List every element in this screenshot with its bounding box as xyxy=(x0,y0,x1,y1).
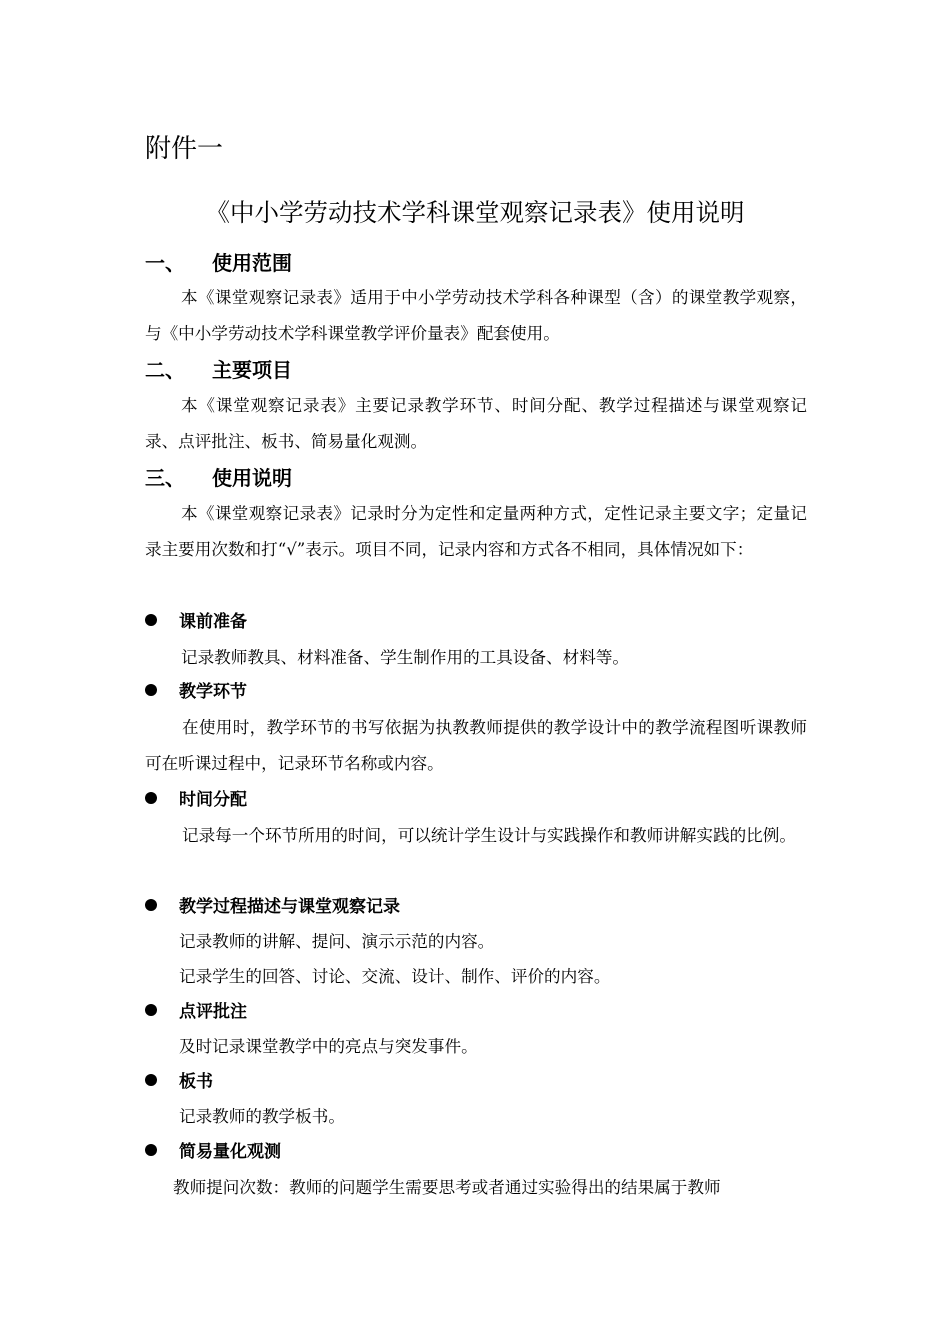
attachment-label: 附件一 xyxy=(145,134,224,164)
section-title: 使用说明 xyxy=(212,466,292,490)
bullet-dot-icon xyxy=(145,1074,157,1086)
item-line: 记录学生的回答、讨论、交流、设计、制作、评价的内容。 xyxy=(179,967,611,986)
document-title: 《中小学劳动技术学科课堂观察记录表》使用说明 xyxy=(205,198,745,227)
bullet-item-process xyxy=(145,892,400,922)
item-line: 及时记录课堂教学中的亮点与突发事件。 xyxy=(179,1037,478,1056)
section-title: 使用范围 xyxy=(212,251,292,275)
bullet-dot-icon xyxy=(145,899,157,911)
section-title: 主要项目 xyxy=(212,358,292,382)
bullet-dot-icon xyxy=(145,1004,157,1016)
bullet-title: 时间分配 xyxy=(179,790,247,810)
item-line: 记录教师的讲解、提问、演示示范的内容。 xyxy=(179,932,495,951)
section-paragraph-1: 本《课堂观察记录表》适用于中小学劳动技术学科各种课型（含）的课堂教学观察，与《中小学劳动技术学科课堂教学评价量表》配套使用。 xyxy=(145,288,807,343)
section-number: 二、 xyxy=(145,358,185,382)
item-paragraph: 记录每一个环节所用的时间，可以统计学生设计与实践操作和教师讲解实践的比例。 xyxy=(182,826,796,845)
section-heading-1 xyxy=(145,248,292,278)
section-heading-2 xyxy=(145,355,292,385)
bullet-dot-icon xyxy=(145,614,157,626)
section-paragraph-2: 本《课堂观察记录表》主要记录教学环节、时间分配、教学过程描述与课堂观察记录、点评批注、板书、简易量化观测。 xyxy=(145,396,807,451)
bullet-item-board xyxy=(145,1067,213,1097)
bullet-title: 教学环节 xyxy=(179,682,247,702)
bullet-title: 简易量化观测 xyxy=(179,1142,281,1162)
bullet-dot-icon xyxy=(145,684,157,696)
item-line: 记录教师的教学板书。 xyxy=(179,1107,345,1126)
bullet-item-quant xyxy=(145,1137,281,1167)
section-heading-3 xyxy=(145,463,292,493)
item-paragraph: 在使用时，教学环节的书写依据为执教教师提供的教学设计中的教学流程图听课教师可在听课过程中，记录环节名称或内容。 xyxy=(145,718,807,773)
bullet-title: 课前准备 xyxy=(179,612,247,632)
item-line: 记录教师教具、材料准备、学生制作用的工具设备、材料等。 xyxy=(181,648,630,667)
section-paragraph-3: 本《课堂观察记录表》记录时分为定性和定量两种方式，定性记录主要文字；定量记录主要用次数和打“√”表示。项目不同，记录内容和方式各不相同，具体情况如下： xyxy=(145,504,807,559)
section-number: 三、 xyxy=(145,466,185,490)
bullet-dot-icon xyxy=(145,1144,157,1156)
section-number: 一、 xyxy=(145,251,185,275)
bullet-item-stages xyxy=(145,677,247,707)
bullet-title: 教学过程描述与课堂观察记录 xyxy=(179,897,400,917)
bullet-title: 板书 xyxy=(179,1072,213,1092)
bullet-item-comments xyxy=(145,997,247,1027)
bullet-item-prep xyxy=(145,607,247,637)
item-line: 教师提问次数：教师的问题学生需要思考或者通过实验得出的结果属于教师 xyxy=(173,1178,721,1197)
bullet-item-time xyxy=(145,785,247,815)
bullet-dot-icon xyxy=(145,792,157,804)
bullet-title: 点评批注 xyxy=(179,1002,247,1022)
